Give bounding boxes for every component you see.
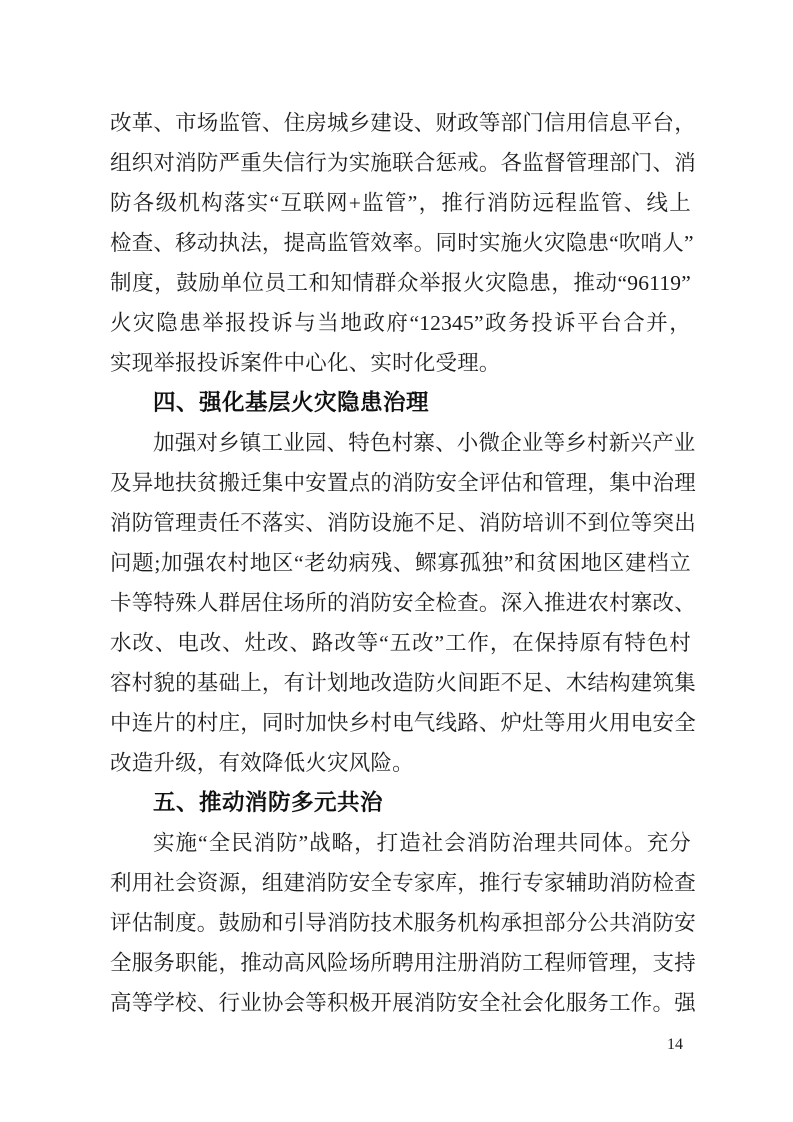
- text-line: 改造升级，有效降低火灾风险。: [110, 751, 414, 775]
- document-content: [110, 103, 696, 1023]
- text-line: 改革、市场监管、住房城乡建设、财政等部门信用信息平台，: [110, 111, 696, 135]
- text-line: 检查、移动执法，提高监管效率。同时实施火灾隐患“吹哨人”: [110, 231, 694, 255]
- text-line: 消防管理责任不落实、消防设施不足、消防培训不到位等突出: [110, 511, 696, 535]
- text-line: 实现举报投诉案件中心化、实时化受理。: [110, 351, 501, 375]
- section-heading: 四、强化基层火灾隐患治理: [153, 390, 430, 415]
- text-line: 中连片的村庄，同时加快乡村电气线路、炉灶等用火用电安全: [110, 711, 696, 735]
- text-line: 组织对消防严重失信行为实施联合惩戒。各监督管理部门、消: [110, 151, 696, 175]
- text-line: 加强对乡镇工业园、特色村寨、小微企业等乡村新兴产业: [153, 431, 696, 455]
- text-line: 容村貌的基础上，有计划地改造防火间距不足、木结构建筑集: [110, 671, 696, 695]
- paragraph: [110, 823, 696, 1023]
- text-line: 防各级机构落实“互联网+监管”，推行消防远程监管、线上: [110, 191, 691, 215]
- text-line: 问题;加强农村地区“老幼病残、鳏寡孤独”和贫困地区建档立: [110, 551, 691, 575]
- text-line: 评估制度。鼓励和引导消防技术服务机构承担部分公共消防安: [110, 911, 696, 935]
- page-number: 14: [667, 1036, 683, 1053]
- text-line: 水改、电改、灶改、路改等“五改”工作，在保持原有特色村: [110, 631, 691, 655]
- text-line: 制度，鼓励单位员工和知情群众举报火灾隐患，推动“96119”: [110, 271, 691, 295]
- text-line: 及异地扶贫搬迁集中安置点的消防安全评估和管理，集中治理: [110, 471, 696, 495]
- text-line: 卡等特殊人群居住场所的消防安全检查。深入推进农村寨改、: [110, 591, 696, 615]
- text-line: 全服务职能，推动高风险场所聘用注册消防工程师管理，支持: [110, 951, 696, 975]
- text-line: 火灾隐患举报投诉与当地政府“12345”政务投诉平台合并，: [110, 311, 691, 335]
- paragraph: [110, 103, 696, 383]
- text-line: 高等学校、行业协会等积极开展消防安全社会化服务工作。强: [110, 991, 696, 1015]
- section-heading: 五、推动消防多元共治: [153, 790, 384, 815]
- text-line: 利用社会资源，组建消防安全专家库，推行专家辅助消防检查: [110, 871, 696, 895]
- paragraph: [110, 423, 696, 783]
- text-line: 实施“全民消防”战略，打造社会消防治理共同体。充分: [153, 831, 691, 855]
